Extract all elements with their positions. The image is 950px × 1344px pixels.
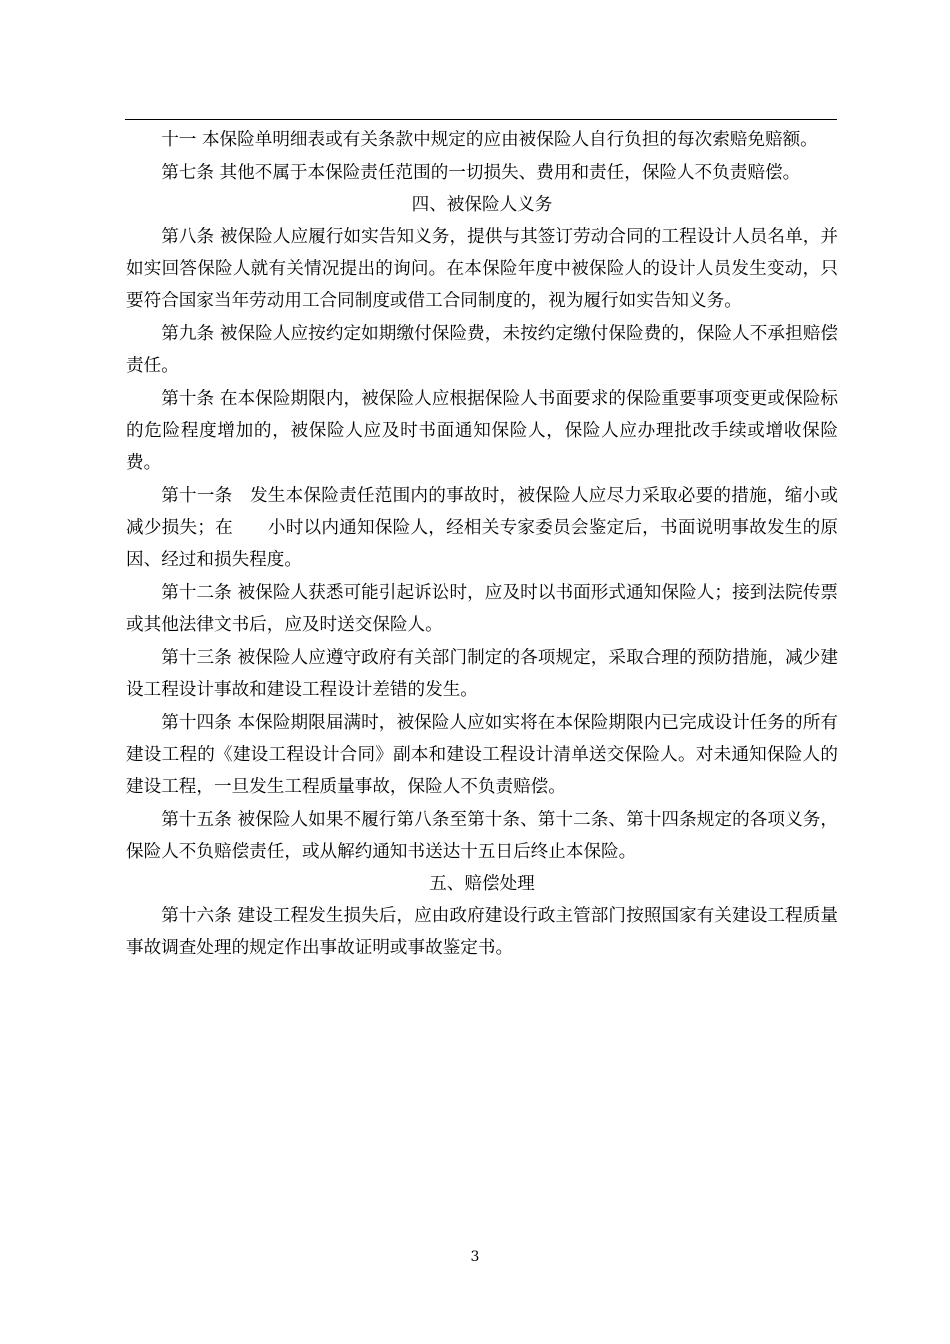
paragraph-article-16: 第十六条 建设工程发生损失后，应由政府建设行政主管部门按照国家有关建设工程质量事故调查处理的规定作出事故证明或事故鉴定书。 (126, 906, 838, 958)
paragraph-article-7: 第七条 其他不属于本保险责任范围的一切损失、费用和责任，保险人不负责赔偿。 (161, 163, 801, 183)
paragraph-item-11: 十一 本保险单明细表或有关条款中规定的应由被保险人自行负担的每次索赔免赔额。 (161, 130, 818, 150)
paragraph-article-14: 第十四条 本保险期限届满时，被保险人应如实将在本保险期限内已完成设计任务的所有建设工程的《建设工程设计合同》副本和建设工程设计清单送交保险人。对未通知保险人的建设工程，一旦发生工程质量事故，保险人不负责赔偿。 (126, 713, 838, 797)
paragraph-article-11: 第十一条 发生本保险责任范围内的事故时，被保险人应尽力采取必要的措施，缩小或减少损失；在 小时以内通知保险人，经相关专家委员会鉴定后，书面说明事故发生的原因、经过和损失程度。 (126, 486, 838, 570)
document-body (126, 124, 838, 964)
paragraph-article-12: 第十二条 被保险人获悉可能引起诉讼时，应及时以书面形式通知保险人；接到法院传票或其他法律文书后，应及时送交保险人。 (126, 583, 838, 635)
paragraph-article-10: 第十条 在本保险期限内，被保险人应根据保险人书面要求的保险重要事项变更或保险标的危险程度增加的，被保险人应及时书面通知保险人，保险人应办理批改手续或增收保险费。 (126, 389, 838, 473)
section-heading-4: 四、被保险人义务 (411, 195, 553, 215)
paragraph-article-9: 第九条 被保险人应按约定如期缴付保险费，未按约定缴付保险费的，保险人不承担赔偿责任。 (126, 324, 838, 376)
paragraph-article-13: 第十三条 被保险人应遵守政府有关部门制定的各项规定，采取合理的预防措施，减少建设工程设计事故和建设工程设计差错的发生。 (126, 648, 838, 700)
section-heading-5: 五、赔偿处理 (429, 874, 535, 894)
page-number: 3 (470, 1249, 480, 1265)
header-rule (125, 119, 837, 120)
paragraph-article-15: 第十五条 被保险人如果不履行第八条至第十条、第十二条、第十四条规定的各项义务，保险人不负赔偿责任，或从解约通知书送达十五日后终止本保险。 (126, 810, 838, 862)
paragraph-article-8: 第八条 被保险人应履行如实告知义务，提供与其签订劳动合同的工程设计人员名单，并如实回答保险人就有关情况提出的询问。在本保险年度中被保险人的设计人员发生变动，只要符合国家当年劳动用工合同制度或借工合同制度的，视为履行如实告知义务。 (126, 227, 838, 311)
